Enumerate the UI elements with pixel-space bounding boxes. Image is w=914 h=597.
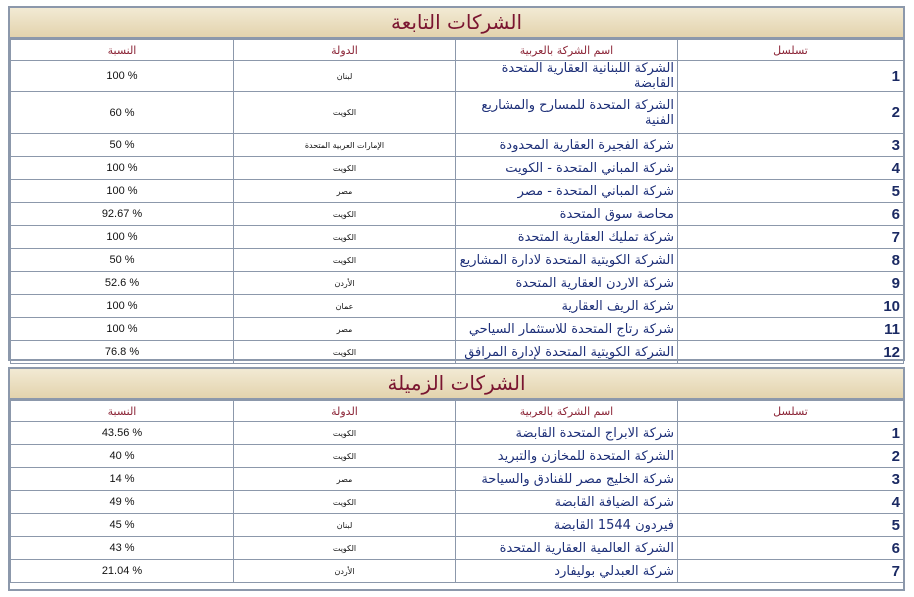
percent-cell: 43 % [11,537,234,560]
company-name-cell: شركة الفجيرة العقارية المحدودة [456,134,678,157]
associates-title: الشركات الزميلة [10,369,903,400]
country-cell: الكويت [234,226,456,249]
associates-rows [11,422,904,583]
country-cell: الكويت [234,537,456,560]
table-row [11,157,904,180]
company-name-cell: الشركة اللبنانية العقارية المتحدة القابضة [456,61,678,92]
country-cell: عمان [234,295,456,318]
serial-cell: 4 [678,491,904,514]
table-row [11,295,904,318]
percent-cell: 100 % [11,295,234,318]
serial-cell: 7 [678,226,904,249]
table-row [11,491,904,514]
table-row [11,180,904,203]
country-cell: الإمارات العربية المتحدة [234,134,456,157]
header-country: الدولة [234,401,456,422]
company-name-cell: الشركة المتحدة للمخازن والتبريد [456,445,678,468]
company-name-cell: الشركة المتحدة للمسارح والمشاريع الفنية [456,92,678,134]
serial-cell: 2 [678,445,904,468]
percent-cell: 76.8 % [11,341,234,364]
percent-cell: 21.04 % [11,560,234,583]
serial-cell: 10 [678,295,904,318]
table-row [11,445,904,468]
company-name-cell: الشركة الكويتية المتحدة لإدارة المرافق [456,341,678,364]
table-row [11,272,904,295]
company-name-cell: شركة الريف العقارية [456,295,678,318]
table-row [11,92,904,134]
subsidiaries-title: الشركات التابعة [10,8,903,39]
table-header-row [11,401,904,422]
country-cell: الكويت [234,491,456,514]
table-header-row [11,40,904,61]
table-row [11,341,904,364]
table-row [11,318,904,341]
header-company-name: اسم الشركة بالعربية [456,40,678,61]
company-name-cell: شركة المباني المتحدة - الكويت [456,157,678,180]
serial-cell: 12 [678,341,904,364]
company-name-cell: شركة العبدلي بوليفارد [456,560,678,583]
country-cell: الكويت [234,203,456,226]
percent-cell: 100 % [11,318,234,341]
subsidiaries-rows [11,61,904,364]
header-serial: تسلسل [678,40,904,61]
country-cell: الكويت [234,341,456,364]
serial-cell: 5 [678,514,904,537]
percent-cell: 60 % [11,92,234,134]
company-name-cell: شركة رتاج المتحدة للاستثمار السياحي [456,318,678,341]
country-cell: مصر [234,468,456,491]
serial-cell: 11 [678,318,904,341]
company-name-cell: شركة الاردن العقارية المتحدة [456,272,678,295]
country-cell: الأردن [234,272,456,295]
country-cell: الكويت [234,422,456,445]
percent-cell: 100 % [11,180,234,203]
percent-cell: 40 % [11,445,234,468]
serial-cell: 1 [678,61,904,92]
serial-cell: 4 [678,157,904,180]
company-name-cell: محاصة سوق المتحدة [456,203,678,226]
percent-cell: 92.67 % [11,203,234,226]
header-percent: النسبة [11,401,234,422]
company-name-cell: شركة تمليك العقارية المتحدة [456,226,678,249]
subsidiaries-panel [8,6,905,361]
table-row [11,61,904,92]
table-row [11,468,904,491]
percent-cell: 52.6 % [11,272,234,295]
serial-cell: 6 [678,537,904,560]
table-row [11,560,904,583]
header-country: الدولة [234,40,456,61]
country-cell: الكويت [234,445,456,468]
percent-cell: 100 % [11,226,234,249]
country-cell: مصر [234,180,456,203]
percent-cell: 43.56 % [11,422,234,445]
serial-cell: 7 [678,560,904,583]
serial-cell: 8 [678,249,904,272]
serial-cell: 1 [678,422,904,445]
country-cell: الأردن [234,560,456,583]
percent-cell: 14 % [11,468,234,491]
header-serial: تسلسل [678,401,904,422]
company-name-cell: شركة الضيافة القابضة [456,491,678,514]
serial-cell: 9 [678,272,904,295]
serial-cell: 3 [678,134,904,157]
serial-cell: 6 [678,203,904,226]
company-name-cell: شركة الخليج مصر للفنادق والسياحة [456,468,678,491]
percent-cell: 45 % [11,514,234,537]
percent-cell: 100 % [11,61,234,92]
country-cell: الكويت [234,249,456,272]
table-row [11,249,904,272]
associates-table [10,400,904,583]
table-row [11,537,904,560]
serial-cell: 3 [678,468,904,491]
country-cell: مصر [234,318,456,341]
associates-panel [8,367,905,591]
country-cell: الكويت [234,157,456,180]
table-row [11,226,904,249]
percent-cell: 50 % [11,134,234,157]
serial-cell: 5 [678,180,904,203]
country-cell: الكويت [234,92,456,134]
header-percent: النسبة [11,40,234,61]
company-name-cell: الشركة الكويتية المتحدة لادارة المشاريع [456,249,678,272]
company-name-cell: شركة المباني المتحدة - مصر [456,180,678,203]
table-row [11,514,904,537]
table-row [11,422,904,445]
table-row [11,134,904,157]
company-name-cell: فيردون 1544 القابضة [456,514,678,537]
percent-cell: 49 % [11,491,234,514]
table-row [11,203,904,226]
country-cell: لبنان [234,514,456,537]
company-name-cell: الشركة العالمية العقارية المتحدة [456,537,678,560]
company-name-cell: شركة الابراج المتحدة القابضة [456,422,678,445]
subsidiaries-table [10,39,904,364]
country-cell: لبنان [234,61,456,92]
header-company-name: اسم الشركة بالعربية [456,401,678,422]
serial-cell: 2 [678,92,904,134]
percent-cell: 100 % [11,157,234,180]
percent-cell: 50 % [11,249,234,272]
